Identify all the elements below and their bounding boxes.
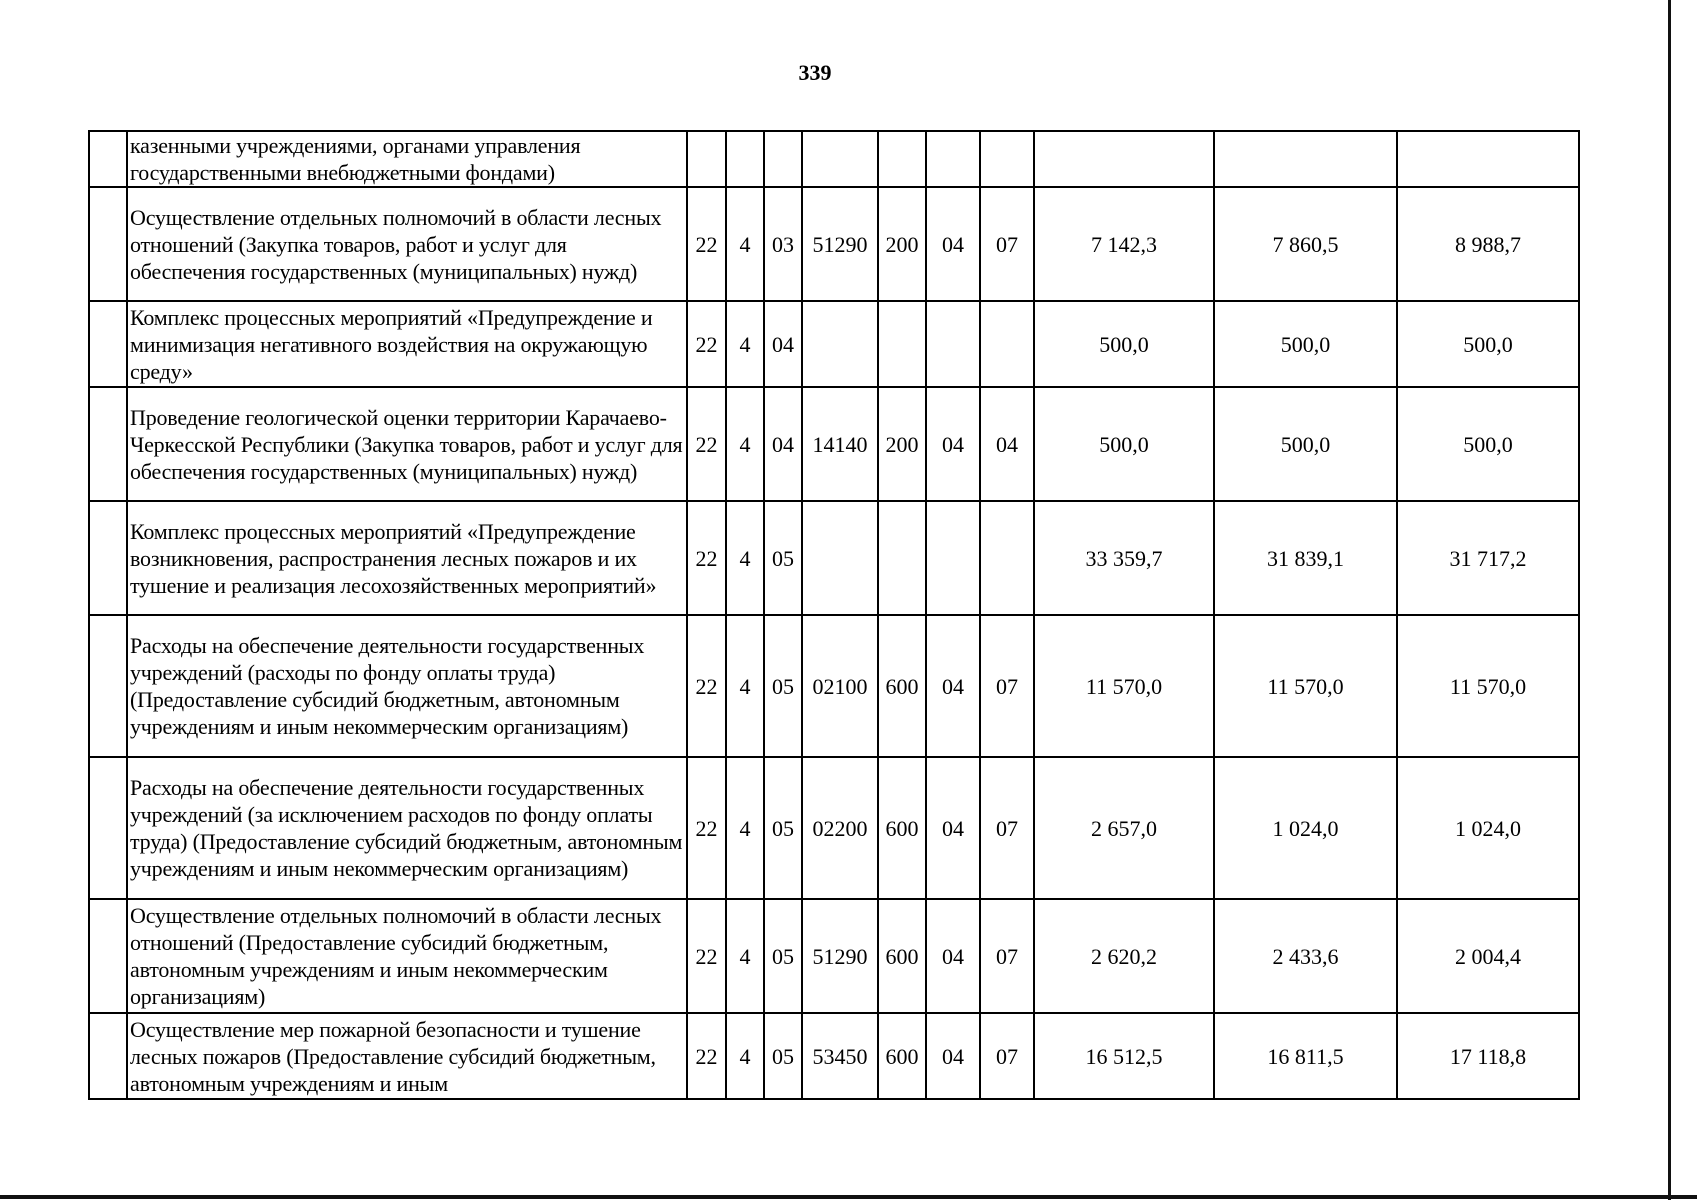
section-code-cell: 04 (926, 615, 980, 757)
table-row (89, 501, 1579, 615)
amount-year-2-cell: 500,0 (1214, 301, 1397, 387)
expense-type-cell: 600 (878, 1013, 926, 1099)
program-type-cell: 4 (726, 1013, 764, 1099)
expense-type-cell: 200 (878, 187, 926, 301)
subsection-code-cell (980, 501, 1034, 615)
table-row (89, 615, 1579, 757)
subsection-code-cell: 07 (980, 899, 1034, 1013)
row-number-cell (89, 615, 127, 757)
subprogram-code-cell: 05 (764, 615, 802, 757)
amount-year-2-cell: 7 860,5 (1214, 187, 1397, 301)
description-cell: Комплекс процессных мероприятий «Предупреждение и минимизация негативного воздействия на окружающую среду» (127, 301, 687, 387)
subsection-code-cell: 07 (980, 1013, 1034, 1099)
table-row (89, 387, 1579, 501)
amount-year-2-cell (1214, 131, 1397, 187)
program-type-cell: 4 (726, 757, 764, 899)
description-cell: Расходы на обеспечение деятельности государственных учреждений (за исключением расходов по фонду оплаты труда) (Предоставление субсидий бюджетным, автономным учреждениям и иным некоммерческим организациям) (127, 757, 687, 899)
amount-year-1-cell: 7 142,3 (1034, 187, 1214, 301)
subprogram-code-cell: 04 (764, 301, 802, 387)
ministry-code-cell: 22 (687, 757, 726, 899)
subprogram-code-cell: 04 (764, 387, 802, 501)
ministry-code-cell: 22 (687, 301, 726, 387)
subprogram-code-cell: 05 (764, 1013, 802, 1099)
section-code-cell: 04 (926, 187, 980, 301)
amount-year-1-cell (1034, 131, 1214, 187)
section-code-cell: 04 (926, 757, 980, 899)
program-type-cell: 4 (726, 899, 764, 1013)
amount-year-1-cell: 11 570,0 (1034, 615, 1214, 757)
amount-year-1-cell: 2 657,0 (1034, 757, 1214, 899)
section-code-cell (926, 131, 980, 187)
direction-code-cell: 02100 (802, 615, 878, 757)
page-number: 339 (798, 60, 832, 85)
amount-year-1-cell: 500,0 (1034, 387, 1214, 501)
subprogram-code-cell: 03 (764, 187, 802, 301)
description-cell: Осуществление отдельных полномочий в области лесных отношений (Закупка товаров, работ и услуг для обеспечения государственных (муниципальных) нужд) (127, 187, 687, 301)
ministry-code-cell: 22 (687, 615, 726, 757)
section-code-cell: 04 (926, 1013, 980, 1099)
ministry-code-cell (687, 131, 726, 187)
row-number-cell (89, 899, 127, 1013)
subprogram-code-cell (764, 131, 802, 187)
program-type-cell: 4 (726, 301, 764, 387)
amount-year-3-cell: 31 717,2 (1397, 501, 1579, 615)
program-type-cell: 4 (726, 615, 764, 757)
expense-type-cell (878, 301, 926, 387)
subprogram-code-cell: 05 (764, 501, 802, 615)
amount-year-2-cell: 31 839,1 (1214, 501, 1397, 615)
section-code-cell (926, 301, 980, 387)
row-number-cell (89, 757, 127, 899)
section-code-cell: 04 (926, 387, 980, 501)
amount-year-3-cell: 17 118,8 (1397, 1013, 1579, 1099)
section-code-cell (926, 501, 980, 615)
description-cell: Расходы на обеспечение деятельности государственных учреждений (расходы по фонду оплаты труда) (Предоставление субсидий бюджетным, автономным учреждениям и иным некоммерческим организациям) (127, 615, 687, 757)
expense-type-cell: 600 (878, 899, 926, 1013)
amount-year-1-cell: 33 359,7 (1034, 501, 1214, 615)
budget-allocation-table (88, 130, 1580, 1100)
expense-type-cell (878, 131, 926, 187)
program-type-cell (726, 131, 764, 187)
direction-code-cell (802, 301, 878, 387)
amount-year-3-cell: 8 988,7 (1397, 187, 1579, 301)
ministry-code-cell: 22 (687, 187, 726, 301)
expense-type-cell (878, 501, 926, 615)
amount-year-2-cell: 16 811,5 (1214, 1013, 1397, 1099)
direction-code-cell: 53450 (802, 1013, 878, 1099)
table-row (89, 1013, 1579, 1099)
amount-year-2-cell: 2 433,6 (1214, 899, 1397, 1013)
subprogram-code-cell: 05 (764, 757, 802, 899)
table-row (89, 187, 1579, 301)
description-cell: казенными учреждениями, органами управления государственными внебюджетными фондами) (127, 131, 687, 187)
amount-year-3-cell: 2 004,4 (1397, 899, 1579, 1013)
expense-type-cell: 200 (878, 387, 926, 501)
ministry-code-cell: 22 (687, 501, 726, 615)
table-row (89, 899, 1579, 1013)
ministry-code-cell: 22 (687, 1013, 726, 1099)
direction-code-cell (802, 131, 878, 187)
expense-type-cell: 600 (878, 757, 926, 899)
row-number-cell (89, 1013, 127, 1099)
description-cell: Осуществление мер пожарной безопасности и тушение лесных пожаров (Предоставление субсидий бюджетным, автономным учреждениям и иным (127, 1013, 687, 1099)
row-number-cell (89, 387, 127, 501)
expense-type-cell: 600 (878, 615, 926, 757)
subsection-code-cell (980, 131, 1034, 187)
table-row (89, 757, 1579, 899)
amount-year-1-cell: 500,0 (1034, 301, 1214, 387)
row-number-cell (89, 131, 127, 187)
program-type-cell: 4 (726, 387, 764, 501)
program-type-cell: 4 (726, 187, 764, 301)
row-number-cell (89, 301, 127, 387)
scan-frame-right-edge (1668, 0, 1671, 1200)
amount-year-2-cell: 11 570,0 (1214, 615, 1397, 757)
description-cell: Проведение геологической оценки территории Карачаево-Черкесской Республики (Закупка товаров, работ и услуг для обеспечения государственных (муниципальных) нужд) (127, 387, 687, 501)
amount-year-1-cell: 2 620,2 (1034, 899, 1214, 1013)
amount-year-3-cell: 1 024,0 (1397, 757, 1579, 899)
subsection-code-cell: 07 (980, 187, 1034, 301)
direction-code-cell: 51290 (802, 899, 878, 1013)
table-row (89, 131, 1579, 187)
subsection-code-cell: 07 (980, 757, 1034, 899)
subprogram-code-cell: 05 (764, 899, 802, 1013)
row-number-cell (89, 501, 127, 615)
amount-year-3-cell (1397, 131, 1579, 187)
section-code-cell: 04 (926, 899, 980, 1013)
amount-year-2-cell: 500,0 (1214, 387, 1397, 501)
amount-year-1-cell: 16 512,5 (1034, 1013, 1214, 1099)
amount-year-3-cell: 500,0 (1397, 301, 1579, 387)
subsection-code-cell: 04 (980, 387, 1034, 501)
amount-year-3-cell: 500,0 (1397, 387, 1579, 501)
direction-code-cell: 02200 (802, 757, 878, 899)
description-cell: Комплекс процессных мероприятий «Предупреждение возникновения, распространения лесных пожаров и их тушение и реализация лесохозяйственных мероприятий» (127, 501, 687, 615)
amount-year-3-cell: 11 570,0 (1397, 615, 1579, 757)
table-body (89, 131, 1579, 1099)
table-row (89, 301, 1579, 387)
amount-year-2-cell: 1 024,0 (1214, 757, 1397, 899)
ministry-code-cell: 22 (687, 387, 726, 501)
scan-frame-bottom-edge (0, 1195, 1697, 1199)
direction-code-cell (802, 501, 878, 615)
subsection-code-cell: 07 (980, 615, 1034, 757)
row-number-cell (89, 187, 127, 301)
subsection-code-cell (980, 301, 1034, 387)
ministry-code-cell: 22 (687, 899, 726, 1013)
direction-code-cell: 14140 (802, 387, 878, 501)
direction-code-cell: 51290 (802, 187, 878, 301)
description-cell: Осуществление отдельных полномочий в области лесных отношений (Предоставление субсидий бюджетным, автономным учреждениям и иным некоммерческим организациям) (127, 899, 687, 1013)
program-type-cell: 4 (726, 501, 764, 615)
